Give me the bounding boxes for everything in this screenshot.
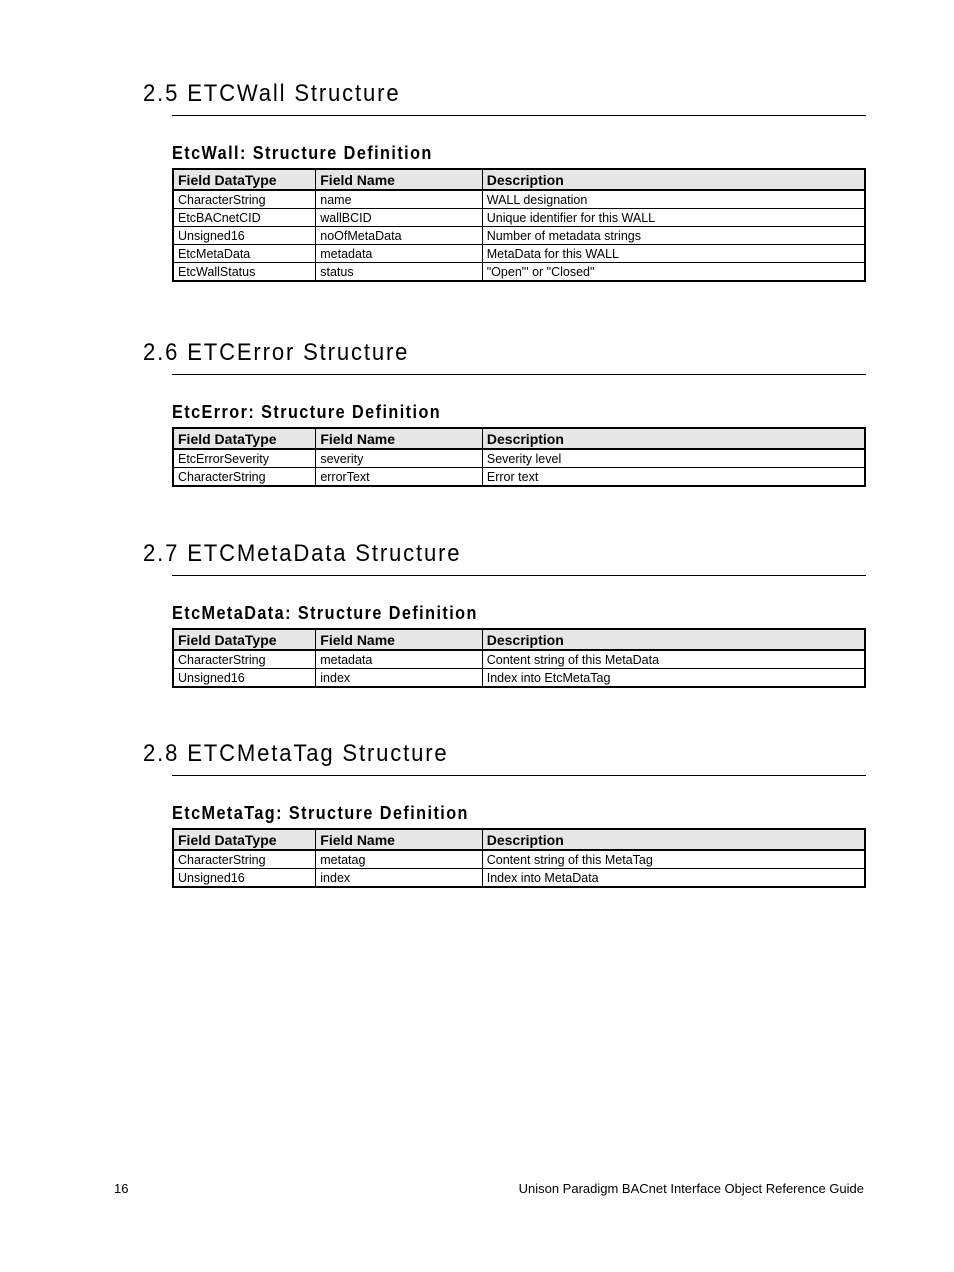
structure-definition-heading: EtcMetaData: Structure Definition: [172, 603, 478, 623]
cell-description: Content string of this MetaTag: [482, 850, 865, 869]
table-header-row: [173, 829, 865, 850]
column-header-datatype: Field DataType: [173, 829, 316, 850]
cell-datatype: Unsigned16: [173, 869, 316, 888]
cell-description: Severity level: [482, 449, 865, 468]
table-header-row: [173, 428, 865, 449]
footer-guide-title: Unison Paradigm BACnet Interface Object Reference Guide: [518, 1181, 864, 1196]
section-title: 2.7 ETCMetaData Structure: [143, 540, 462, 567]
cell-field-name: wallBCID: [316, 209, 483, 227]
table-row: [173, 449, 865, 468]
structure-definition-table: [172, 168, 866, 282]
cell-datatype: CharacterString: [173, 650, 316, 669]
table-row: [173, 263, 865, 282]
column-header-datatype: Field DataType: [173, 629, 316, 650]
cell-datatype: Unsigned16: [173, 227, 316, 245]
structure-definition-table: [172, 828, 866, 888]
structure-definition-table: [172, 427, 866, 487]
table-row: [173, 209, 865, 227]
cell-field-name: severity: [316, 449, 483, 468]
cell-field-name: metadata: [316, 245, 483, 263]
cell-datatype: CharacterString: [173, 850, 316, 869]
column-header-field-name: Field Name: [316, 829, 482, 850]
cell-description: Unique identifier for this WALL: [482, 209, 865, 227]
cell-description: Index into MetaData: [482, 869, 865, 888]
cell-datatype: EtcMetaData: [173, 245, 316, 263]
cell-field-name: metadata: [316, 650, 482, 669]
section-title: 2.5 ETCWall Structure: [143, 80, 401, 107]
section-divider: [172, 115, 866, 116]
structure-definition-heading: EtcWall: Structure Definition: [172, 143, 433, 163]
cell-field-name: metatag: [316, 850, 482, 869]
section-divider: [172, 575, 866, 576]
table-row: [173, 227, 865, 245]
table-row: [173, 468, 865, 487]
cell-datatype: CharacterString: [173, 190, 316, 209]
page-number: 16: [114, 1181, 129, 1196]
cell-field-name: status: [316, 263, 483, 282]
section-title: 2.8 ETCMetaTag Structure: [143, 740, 449, 767]
section-divider: [172, 775, 866, 776]
cell-datatype: CharacterString: [173, 468, 316, 487]
section-title: 2.6 ETCError Structure: [143, 339, 410, 366]
table-row: [173, 869, 865, 888]
cell-description: "Open"' or "Closed": [482, 263, 865, 282]
cell-description: Content string of this MetaData: [482, 650, 865, 669]
table-row: [173, 669, 865, 688]
cell-field-name: errorText: [316, 468, 483, 487]
cell-datatype: EtcErrorSeverity: [173, 449, 316, 468]
table-header-row: [173, 629, 865, 650]
structure-definition-table: [172, 628, 866, 688]
cell-datatype: Unsigned16: [173, 669, 316, 688]
cell-field-name: noOfMetaData: [316, 227, 483, 245]
table-row: [173, 245, 865, 263]
cell-field-name: index: [316, 869, 482, 888]
cell-datatype: EtcBACnetCID: [173, 209, 316, 227]
cell-description: MetaData for this WALL: [482, 245, 865, 263]
table-header-row: [173, 169, 865, 190]
cell-description: WALL designation: [482, 190, 865, 209]
column-header-description: Description: [482, 629, 865, 650]
column-header-description: Description: [482, 169, 865, 190]
table-row: [173, 190, 865, 209]
cell-datatype: EtcWallStatus: [173, 263, 316, 282]
structure-definition-heading: EtcMetaTag: Structure Definition: [172, 803, 469, 823]
cell-field-name: name: [316, 190, 483, 209]
column-header-description: Description: [482, 428, 865, 449]
column-header-field-name: Field Name: [316, 629, 482, 650]
cell-description: Error text: [482, 468, 865, 487]
column-header-datatype: Field DataType: [173, 428, 316, 449]
table-row: [173, 650, 865, 669]
cell-description: Number of metadata strings: [482, 227, 865, 245]
structure-definition-heading: EtcError: Structure Definition: [172, 402, 442, 422]
column-header-field-name: Field Name: [316, 428, 483, 449]
column-header-description: Description: [482, 829, 865, 850]
cell-description: Index into EtcMetaTag: [482, 669, 865, 688]
section-divider: [172, 374, 866, 375]
table-row: [173, 850, 865, 869]
column-header-field-name: Field Name: [316, 169, 483, 190]
cell-field-name: index: [316, 669, 482, 688]
column-header-datatype: Field DataType: [173, 169, 316, 190]
